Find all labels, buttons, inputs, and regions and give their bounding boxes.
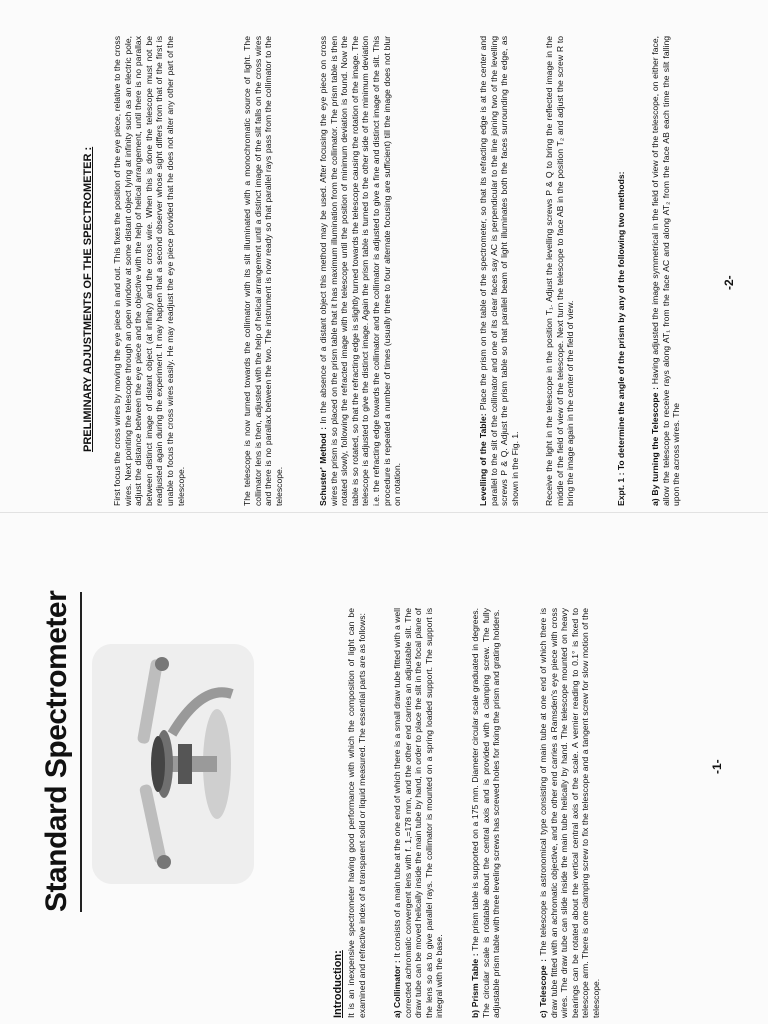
schuster-label: Schuster' Method : [318,427,328,506]
collimator-text: It consists of a main tube at the one end of which there is a small draw tube fitted with a well corrected achromatic convergent lens with f. 1,=178 mm, and the other end carries an adjustable slit. The draw tube can be moved helically inside the main tube by hand, in order to place the slit in the focal plane of the lens so as to give parallel rays. The collimator is mounted on a spring loaded support. The support is integral with the base. [392,607,445,1018]
turning-telescope-paragraph [650,36,682,506]
turning-telescope-text: Having adjusted the image symmetrical in the field of view of the telescope, on either face, allow the telescope to receive rays along AT₁ from the face AC and along AT₂ from the face AB each time the slit falling upon the across wires. The [650,36,682,506]
telescope-paragraph [538,608,602,1018]
page-title: Standard Spectrometer [40,590,73,912]
leveling-text: Place the prism on the table of the spectrometer, so that its refracting edge is at the center and parallel to the slit of the collimator and one of its clear faces say AC is perpendicular to the line joining two of the levelling screws P & Q. Adjust the prism table so that parallel beam of light illuminates both the faces surrounding the edge, as shown in the Fig. 1. [478,36,520,506]
title-underline [80,592,82,912]
collimator-label: a) Collimator : [392,960,402,1018]
spectrometer-photo [92,644,254,884]
receive-light-paragraph: Receive the light in the telescope in the position T₁. Adjust the levelling screws P & Q to bring the reflected image in the middle of the field of view of the telescope. Next turn the telescope to face AB in the position T₂ and adjust the screw R to bring the image again in the center of the field of view. [544,36,576,506]
telescope-label: c) Telescope : [538,958,548,1018]
prism-table-label: b) Prism Table : [470,953,480,1018]
page-number-2: -2- [722,275,736,290]
prism-table-paragraph [470,608,502,1018]
focus-paragraph: First focus the cross wires by moving the eye piece in and out. This fixes the position of the eye piece, relative to the cross wires. Next pointing the telescope through an open window at some distant object lying at infinity such as an electric pole, adjust the distance between the eye piece and the objective with the help of helical arrangement, until there is no parallax between distinct image of distant object (at infinity) and the cross wire. When this is done the telescope must not be readjusted again during the experiment. It may happen that a second observer whose sight differs from that of the first is unable to focus the cross wires easily. He may readjust the eye piece provided that he does not alter any other part of the telescope. [112,36,186,506]
intro-paragraph: It is an inexpensive spectrometer having good performance with which the composition of light can be examined and refractive index of a transparent solid or liquid measured. The essential parts are as follows: [346,608,367,1018]
experiment-heading: Expt. 1 : To determine the angle of the prism by any of the following two methods: [616,171,626,506]
adjustments-heading: PRELIMINARY ADJUSTMENTS OF THE SPECTROMETER : [82,146,94,452]
telescope-text: The telescope is astronomical type consisting of main tube at one end of which there is draw tube fitted with an achromatic objective, and the other end carries a Ramsden's eye piece with cross wires. The draw tube can slide inside the main tube helically by hand. The telescope mounted on heavy bearings can be rotated about the vertical central axis of the scale. A vernier reading to 0.1° is fixed to telescope arm. There is one clamping screw to fix the telescope and a tangent screw for slow motion of the telescope. [538,608,601,1018]
schuster-paragraph [318,36,403,506]
collimator-paragraph [392,608,445,1018]
page-1 [0,512,768,1024]
leveling-paragraph [478,36,520,506]
leveling-label: Levelling of the Table: [478,413,488,506]
collimator-adjust-paragraph: The telescope is now turned towards the collimator with its slit illuminated with a monochromatic source of light. The collimator lens is then, adjusted with the help of helical arrangement until a distinct image of the slit falls on the cross wires and there is no parallax between the two. The instrument is now ready so that parallel rays pass from the collimator to the telescope. [242,36,284,506]
spectrometer-illustration [92,644,254,884]
prism-table-text: The prism table is supported on a 175 mm. Diameter circular scale graduated in degrees. The circular scale is rotatable about the central axis and is provided with a clamping screw. The fully adjustable prism table with three leveling screws has screwed holes for fixing the prism and grating holders. [470,608,502,1018]
intro-heading: Introduction: [332,950,344,1018]
schuster-text: In the absence of a distant object this method may be used. After focusing the eye piece on cross wires the prism is so placed on the prism table that it has maximum illumination from the collimator. The prism table is then rotated slowly, following the refracted image with the telescope until the position of minimum deviation is found. Now the table is so rotated, so that the refracting edge is slightly turned towards the telescope causing the rotation of the image. The telescope is adjusted to give the distinct image. Again the prism table is turned to the other side of the minimum deviation i.e. the refracting edge towards the collimator and the collimator is adjusted to give a fine and distinct image of the slit. This procedure is repeated a number of times (usually three to four alternate focusing are sufficient) till the image does not blur on rotation. [318,36,403,506]
page-number-1: -1- [710,759,724,774]
turning-telescope-label: a) By turning the Telescope : [650,386,660,506]
